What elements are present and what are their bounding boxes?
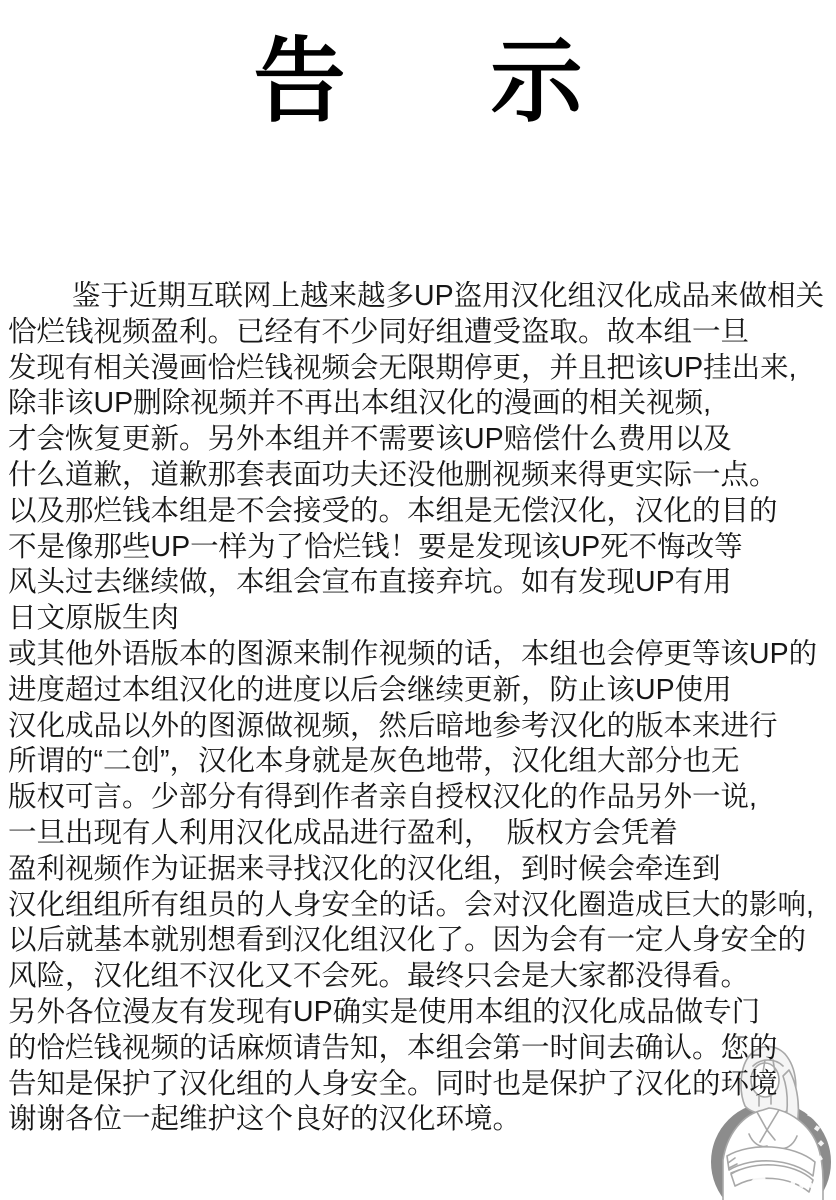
notice-line: 谢谢各位一起维护这个良好的汉化环境。 <box>8 1103 522 1136</box>
notice-line: 鉴于近期互联网上越来越多UP盗用汉化组汉化成品来做相关 <box>72 280 825 312</box>
notice-line: 版权可言。少部分有得到作者亲自授权汉化的作品另外一说, <box>8 781 757 814</box>
notice-line: 告知是保护了汉化组的人身安全。同时也是保护了汉化的环境 <box>8 1067 778 1100</box>
notice-line: 以后就基本就别想看到汉化组汉化了。因为会有一定人身安全的 <box>8 924 807 957</box>
notice-line: 以及那烂钱本组是不会接受的。本组是无偿汉化，汉化的目的 <box>8 494 778 527</box>
title-char-2: 示 <box>490 31 583 133</box>
notice-line: 才会恢复更新。另外本组并不需要该UP赔偿什么费用以及 <box>8 423 732 456</box>
page-title <box>0 31 836 133</box>
notice-line: 进度超过本组汉化的进度以后会继续更新，防止该UP使用 <box>8 673 732 706</box>
notice-line: 汉化组组所有组员的人身安全的话。会对汉化圈造成巨大的影响, <box>8 888 814 921</box>
notice-line: 或其他外语版本的图源来制作视频的话，本组也会停更等该UP的 <box>8 637 818 670</box>
notice-line: 发现有相关漫画恰烂钱视频会无限期停更，并且把该UP挂出来, <box>8 351 797 384</box>
notice-line: 的恰烂钱视频的话麻烦请告知，本组会第一时间去确认。您的 <box>8 1031 778 1064</box>
notice-line: 盈利视频作为证据来寻找汉化的汉化组，到时候会牵连到 <box>8 852 721 885</box>
title-char-1: 告 <box>253 31 346 133</box>
notice-line: 恰烂钱视频盈利。已经有不少同好组遭受盗取。故本组一旦 <box>8 315 750 348</box>
notice-line: 一旦出现有人利用汉化成品进行盈利， 版权方会凭着 <box>8 816 678 849</box>
notice-line: 日文原版生肉 <box>8 602 180 635</box>
notice-line: 风头过去继续做，本组会宣布直接弃坑。如有发现UP有用 <box>8 566 732 599</box>
notice-body <box>8 279 832 1138</box>
notice-line: 不是像那些UP一样为了恰烂钱！要是发现该UP死不悔改等 <box>8 530 743 563</box>
notice-line: 什么道歉，道歉那套表面功夫还没他删视频来得更实际一点。 <box>8 458 778 491</box>
notice-line: 所谓的“二创”，汉化本身就是灰色地带，汉化组大部分也无 <box>8 745 740 778</box>
notice-line: 另外各位漫友有发现有UP确实是使用本组的汉化成品做专门 <box>8 995 761 1028</box>
notice-line: 除非该UP删除视频并不再出本组汉化的漫画的相关视频, <box>8 387 712 420</box>
notice-line: 风险，汉化组不汉化又不会死。最终只会是大家都没得看。 <box>8 960 750 993</box>
notice-line: 汉化成品以外的图源做视频，然后暗地参考汉化的版本来进行 <box>8 709 778 742</box>
